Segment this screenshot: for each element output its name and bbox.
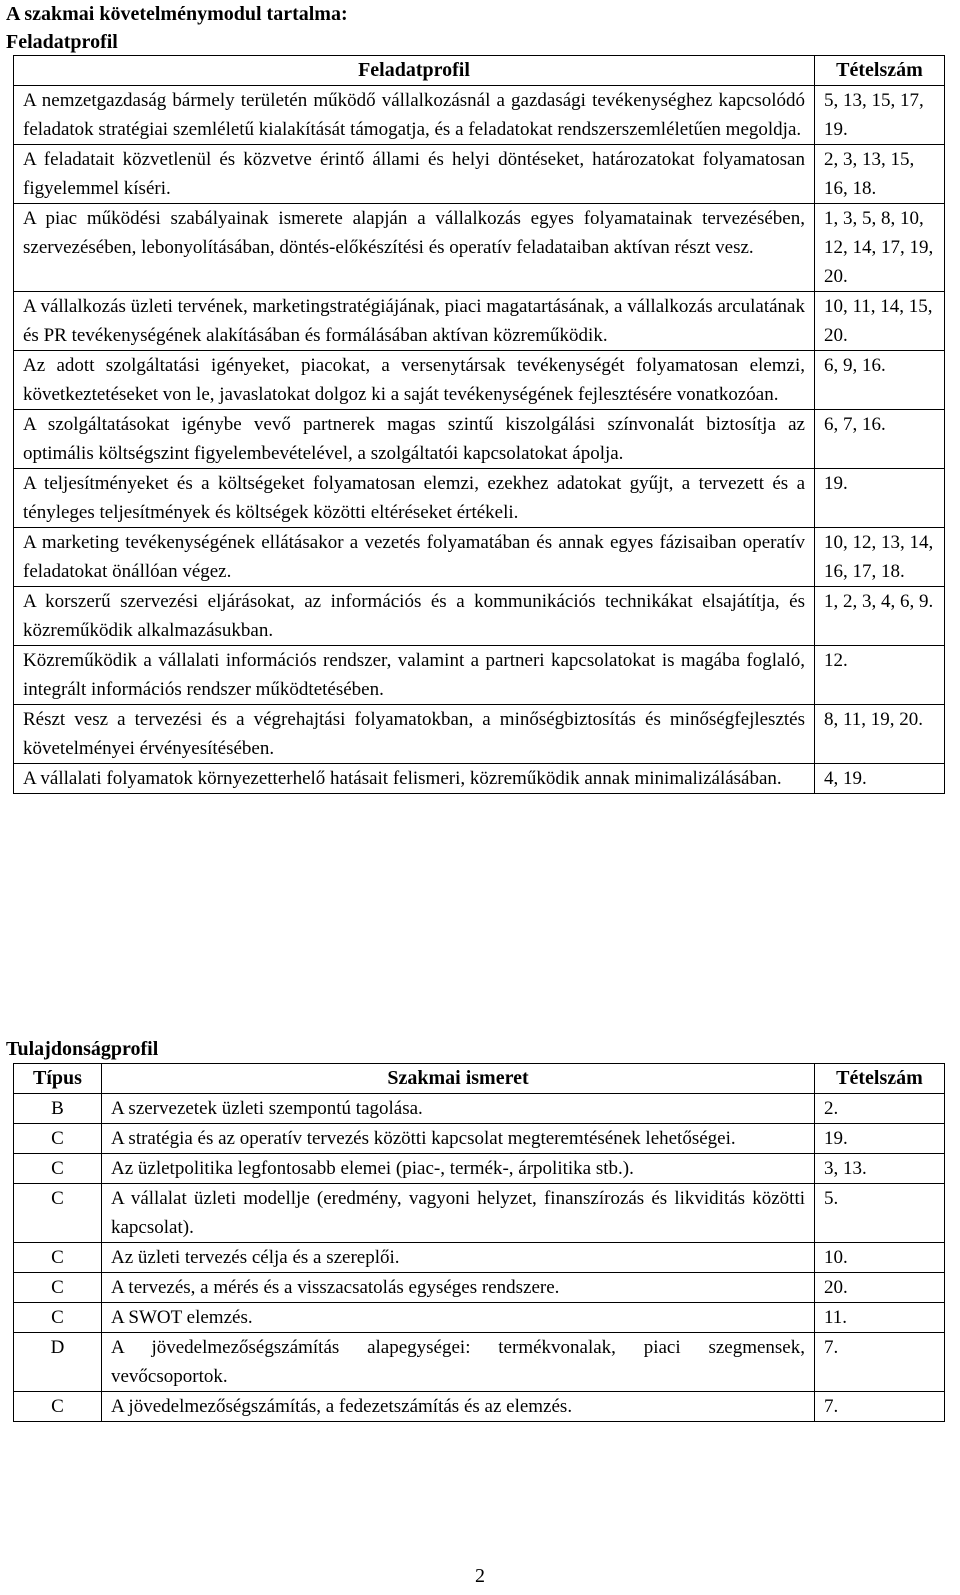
task-ref: 2, 3, 13, 15, 16, 18. — [815, 145, 945, 204]
knowledge-type: C — [14, 1273, 102, 1303]
header-task: Feladatprofil — [14, 56, 815, 86]
task-text: Részt vesz a tervezési és a végrehajtási folyamatokban, a minőségbiztosítás és minőségfejlesztés követelményei érvényesítésében. — [14, 705, 815, 764]
document-title: A szakmai követelménymodul tartalma: — [6, 3, 348, 25]
task-ref: 5, 13, 15, 17, 19. — [815, 86, 945, 145]
knowledge-type: C — [14, 1154, 102, 1184]
task-ref: 4, 19. — [815, 764, 945, 794]
table-row — [14, 1303, 945, 1333]
task-ref: 19. — [815, 469, 945, 528]
table-row — [14, 1154, 945, 1184]
table-row — [14, 705, 945, 764]
knowledge-ref: 7. — [815, 1392, 945, 1422]
table-row — [14, 145, 945, 204]
table-row — [14, 1094, 945, 1124]
knowledge-ref: 2. — [815, 1094, 945, 1124]
table-row — [14, 1243, 945, 1273]
table-row — [14, 86, 945, 145]
table-row — [14, 1333, 945, 1392]
knowledge-text: A SWOT elemzés. — [102, 1303, 815, 1333]
task-ref: 1, 3, 5, 8, 10, 12, 14, 17, 19, 20. — [815, 204, 945, 292]
task-ref: 12. — [815, 646, 945, 705]
table-row — [14, 292, 945, 351]
task-text: A feladatait közvetlenül és közvetve érintő állami és helyi döntéseket, határozatokat folyamatosan figyelemmel kíséri. — [14, 145, 815, 204]
knowledge-ref: 7. — [815, 1333, 945, 1392]
task-text: Közreműködik a vállalati információs rendszer, valamint a partneri kapcsolatokat is magába foglaló, integrált információs rendszer működtetésében. — [14, 646, 815, 705]
knowledge-ref: 20. — [815, 1273, 945, 1303]
knowledge-ref: 5. — [815, 1184, 945, 1243]
knowledge-text: A szervezetek üzleti szempontú tagolása. — [102, 1094, 815, 1124]
page-number: 2 — [475, 1565, 485, 1587]
knowledge-type: C — [14, 1184, 102, 1243]
table-row — [14, 351, 945, 410]
feladatprofil-table — [13, 55, 945, 794]
section-title-feladatprofil: Feladatprofil — [6, 31, 118, 53]
header-ref: Tételszám — [815, 56, 945, 86]
task-ref: 8, 11, 19, 20. — [815, 705, 945, 764]
task-text: A marketing tevékenységének ellátásakor a vezetés folyamatában és annak egyes fázisaiban operatív feladatokat önállóan végez. — [14, 528, 815, 587]
table-header-row — [14, 56, 945, 86]
knowledge-text: Az üzletpolitika legfontosabb elemei (piac-, termék-, árpolitika stb.). — [102, 1154, 815, 1184]
header-knowledge: Szakmai ismeret — [102, 1064, 815, 1094]
table-row — [14, 1124, 945, 1154]
table-row — [14, 204, 945, 292]
task-text: A vállalati folyamatok környezetterhelő hatásait felismeri, közreműködik annak minimalizálásában. — [14, 764, 815, 794]
knowledge-ref: 3, 13. — [815, 1154, 945, 1184]
table-row — [14, 1184, 945, 1243]
table-header-row — [14, 1064, 945, 1094]
task-text: A nemzetgazdaság bármely területén működő vállalkozásnál a gazdasági tevékenységhez kapcsolódó feladatok stratégiai szemléletű kialakítását támogatja, és a feladatokat rendszerszemléletűen megoldja. — [14, 86, 815, 145]
task-text: A vállalkozás üzleti tervének, marketingstratégiájának, piaci magatartásának, a vállalkozás arculatának és PR tevékenységének alakításában és formálásában aktívan közreműködik. — [14, 292, 815, 351]
tulajdonsagprofil-table — [13, 1063, 945, 1422]
knowledge-ref: 11. — [815, 1303, 945, 1333]
table-row — [14, 469, 945, 528]
knowledge-type: C — [14, 1392, 102, 1422]
knowledge-type: C — [14, 1303, 102, 1333]
task-text: Az adott szolgáltatási igényeket, piacokat, a versenytársak tevékenységét folyamatosan elemzi, következtetéseket von le, javaslatokat dolgoz ki a saját tevékenységének fejlesztésére vonatkozóan. — [14, 351, 815, 410]
knowledge-text: A jövedelmezőségszámítás alapegységei: termékvonalak, piaci szegmensek, vevőcsoportok. — [102, 1333, 815, 1392]
table-row — [14, 587, 945, 646]
knowledge-type: D — [14, 1333, 102, 1392]
knowledge-type: C — [14, 1243, 102, 1273]
knowledge-text: A stratégia és az operatív tervezés közötti kapcsolat megteremtésének lehetőségei. — [102, 1124, 815, 1154]
knowledge-text: A vállalat üzleti modellje (eredmény, vagyoni helyzet, finanszírozás és likviditás közötti kapcsolat). — [102, 1184, 815, 1243]
knowledge-type: B — [14, 1094, 102, 1124]
table-row — [14, 1392, 945, 1422]
table-row — [14, 764, 945, 794]
section-title-tulajdonsagprofil: Tulajdonságprofil — [6, 1038, 159, 1060]
knowledge-type: C — [14, 1124, 102, 1154]
task-text: A szolgáltatásokat igénybe vevő partnerek magas szintű kiszolgálási színvonalát biztosítja az optimális költségszint figyelembevételével, a szolgáltatói kapcsolatokat ápolja. — [14, 410, 815, 469]
task-ref: 10, 11, 14, 15, 20. — [815, 292, 945, 351]
table-row — [14, 1273, 945, 1303]
task-ref: 10, 12, 13, 14, 16, 17, 18. — [815, 528, 945, 587]
knowledge-ref: 19. — [815, 1124, 945, 1154]
task-text: A piac működési szabályainak ismerete alapján a vállalkozás egyes folyamatainak tervezésében, szervezésében, lebonyolításában, döntés-előkészítési és operatív feladataiban aktívan részt vesz. — [14, 204, 815, 292]
task-ref: 1, 2, 3, 4, 6, 9. — [815, 587, 945, 646]
knowledge-text: A tervezés, a mérés és a visszacsatolás egységes rendszere. — [102, 1273, 815, 1303]
knowledge-text: Az üzleti tervezés célja és a szereplői. — [102, 1243, 815, 1273]
header-ref: Tételszám — [815, 1064, 945, 1094]
header-type: Típus — [14, 1064, 102, 1094]
table-row — [14, 528, 945, 587]
knowledge-ref: 10. — [815, 1243, 945, 1273]
table-row — [14, 410, 945, 469]
task-text: A teljesítményeket és a költségeket folyamatosan elemzi, ezekhez adatokat gyűjt, a tervezett és a tényleges teljesítmények és költségek közötti eltéréseket értékeli. — [14, 469, 815, 528]
knowledge-text: A jövedelmezőségszámítás, a fedezetszámítás és az elemzés. — [102, 1392, 815, 1422]
table-row — [14, 646, 945, 705]
task-ref: 6, 7, 16. — [815, 410, 945, 469]
task-text: A korszerű szervezési eljárásokat, az információs és a kommunikációs technikákat elsajátítja, és közreműködik alkalmazásukban. — [14, 587, 815, 646]
task-ref: 6, 9, 16. — [815, 351, 945, 410]
